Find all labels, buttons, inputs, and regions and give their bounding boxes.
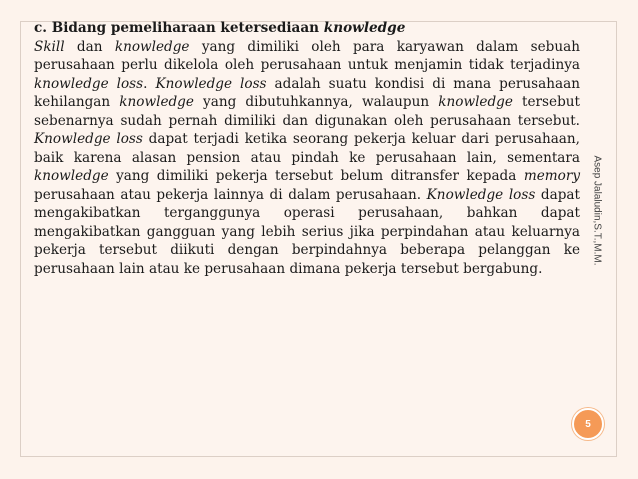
paragraph-text: adalah suatu kondisi di mana perusahaan kehilangan — [34, 75, 580, 110]
section-heading — [34, 19, 580, 38]
paragraph-text: perusahaan atau pekerja lainnya di dalam perusahaan. — [34, 186, 427, 203]
paragraph-emphasis: knowledge — [438, 94, 513, 110]
paragraph-text: dapat terjadi ketika seorang pekerja keluar dari perusahaan, baik karena alasan pension atau pindah ke perusahaan lain, sementara — [34, 131, 580, 166]
paragraph-text: . — [143, 75, 156, 92]
paragraph-emphasis: knowledge — [34, 168, 109, 184]
paragraph-text: tersebut sebenarnya sudah pernah dimiliki dan digunakan oleh perusahaan tersebut. — [34, 94, 580, 129]
paragraph-emphasis: Knowledge loss — [34, 131, 143, 147]
paragraph-emphasis: knowledge — [114, 38, 190, 55]
paragraph-emphasis: knowledge loss — [34, 75, 144, 92]
paragraph-emphasis: memory — [523, 168, 580, 184]
paragraph-emphasis: Knowledge loss — [426, 186, 536, 203]
paragraph-text: dapat mengakibatkan terganggunya operasi perusahaan, bahkan dapat mengakibatkan gangguan yang lebih serius jika perpindahan atau keluarnya pekerja tersebut diikuti dengan berpindahnya beberapa pelanggan ke perusahaan lain atau ke perusahaan dimana pekerja tersebut bergabung. — [34, 186, 580, 277]
paragraph-emphasis: Knowledge loss — [155, 75, 267, 92]
paragraph-emphasis: knowledge — [119, 94, 194, 110]
author-label: Asep Jalaludin,S.T.,M.M. — [591, 154, 603, 266]
paragraph-text: yang dimiliki pekerja tersebut belum ditransfer kepada — [108, 168, 524, 184]
heading-text: c. Bidang pemeliharaan ketersediaan — [34, 20, 324, 36]
author-label-container — [585, 110, 609, 310]
paragraph-text: dan — [64, 38, 115, 55]
paragraph-text: yang dimiliki oleh para karyawan dalam sebuah perusahaan perlu dikelola oleh perusahaan untuk menjamin tidak terjadinya — [34, 38, 580, 73]
body-paragraph — [34, 38, 580, 279]
heading-emphasis: knowledge — [323, 20, 406, 36]
paragraph-text: yang dibutuhkannya, walaupun — [193, 94, 439, 110]
paragraph-emphasis: Skill — [34, 38, 65, 55]
page-number-badge — [572, 408, 604, 440]
page-number: 5 — [585, 418, 591, 430]
slide-content — [34, 19, 580, 278]
